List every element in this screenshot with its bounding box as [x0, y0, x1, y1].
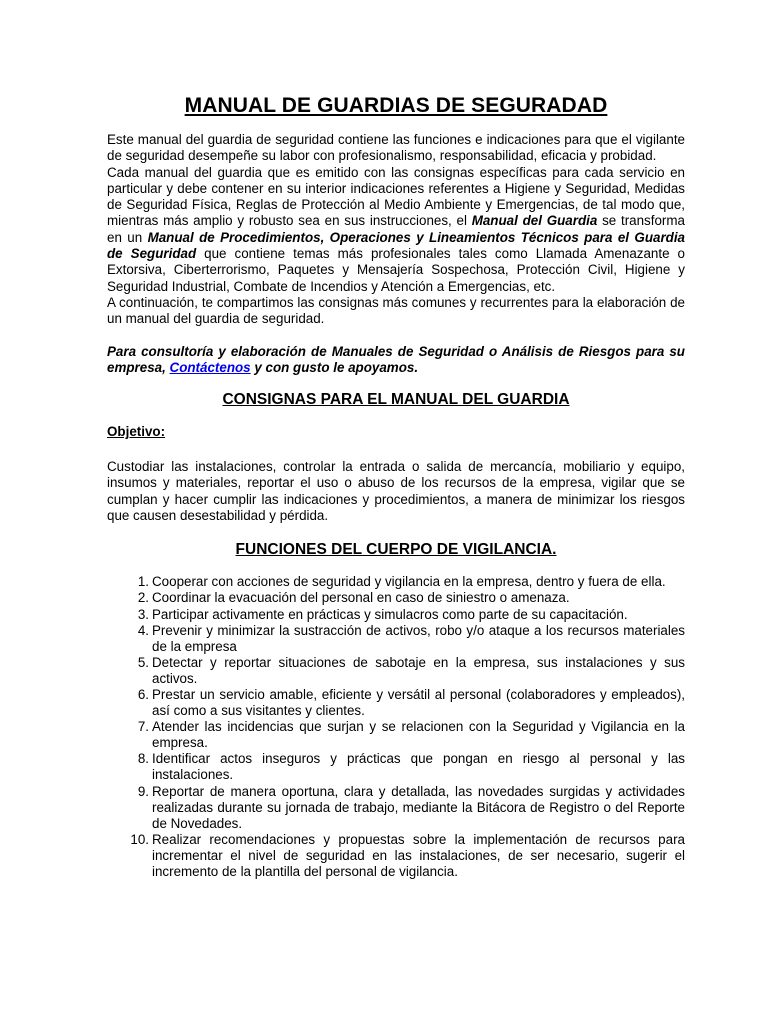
list-item — [107, 623, 685, 655]
list-item-text: Realizar recomendaciones y propuestas sobre la implementación de recursos para incrementar el nivel de seguridad en las instalaciones, de ser necesario, sugerir el incremento de la plantilla del personal de vigilancia. — [152, 831, 685, 880]
manual-procedimientos-emphasis: Manual de Procedimientos, Operaciones y Lineamientos Técnicos para el Guardia de Seguridad — [107, 229, 685, 262]
intro-p2-text-e: que contiene temas más profesionales tales como Llamada Amenazante o Extorsiva, Ciberterrorismo, Paquetes y Mensajería Sospechosa, Protección Civil, Higiene y Seguridad Industrial, Combate de Incendios y Atención a Emergencias, etc. — [107, 246, 685, 294]
list-item-number: 2. — [137, 590, 149, 606]
list-item — [107, 784, 685, 832]
list-item-text: Participar activamente en prácticas y simulacros como parte de su capacitación. — [152, 606, 628, 622]
cta-text-a: Para consultoría y elaboración de Manuales de Seguridad o Análisis de Riesgos para su empresa, — [107, 343, 685, 375]
funciones-list — [107, 574, 685, 880]
contact-callout — [107, 344, 685, 377]
funciones-heading: FUNCIONES DEL CUERPO DE VIGILANCIA. — [235, 541, 557, 559]
intro-paragraph-3: A continuación, te compartimos las consignas más comunes y recurrentes para la elaboración de un manual del guardia de seguridad. — [107, 294, 685, 327]
list-item-text: Prevenir y minimizar la sustracción de activos, robo y/o ataque a los recursos materiales de la empresa — [152, 622, 685, 654]
list-item-text: Atender las incidencias que surjan y se relacionen con la Seguridad y Vigilancia en la empresa. — [152, 719, 685, 751]
list-item — [107, 607, 685, 623]
list-item — [107, 590, 685, 606]
list-item — [107, 751, 685, 783]
cta-text-b: y con gusto le apoyamos. — [250, 359, 419, 375]
list-item-number: 9. — [137, 783, 149, 799]
intro-paragraph-2 — [107, 165, 685, 295]
list-item — [107, 687, 685, 719]
list-item-text: Identificar actos inseguros y prácticas que pongan en riesgo al personal y las instalaciones. — [152, 751, 685, 783]
list-item — [107, 719, 685, 751]
list-item-text: Coordinar la evacuación del personal en caso de siniestro o amenaza. — [152, 590, 570, 606]
manual-del-guardia-emphasis: Manual del Guardia — [471, 213, 598, 229]
list-item-number: 10. — [130, 831, 149, 847]
list-item-number: 8. — [137, 751, 149, 767]
intro-p2-text-a: Cada manual del guardia que es emitido con las consignas específicas para cada servicio en particular y debe contener en su interior indicaciones referentes a Higiene y Seguridad, Medidas de Seguridad Física, Reglas de Protección al Medio Ambiente y Emergencias, de tal modo que, mientras más amplio y robusto sea en sus instrucciones, el — [107, 164, 685, 229]
consignas-heading: CONSIGNAS PARA EL MANUAL DEL GUARDIA — [222, 391, 570, 409]
objetivo-label: Objetivo: — [107, 424, 166, 440]
objetivo-text: Custodiar las instalaciones, controlar la entrada o salida de mercancía, mobiliario y equipo, insumos y materiales, reportar el uso o abuso de los recursos de la empresa, vigilar que se cumplan y hacer cumplir las indicaciones y procedimientos, a manera de minimizar los riesgos que causen desestabilidad y pérdida. — [107, 459, 685, 524]
list-item — [107, 655, 685, 687]
list-item-text: Prestar un servicio amable, eficiente y versátil al personal (colaboradores y empleados), así como a sus visitantes y clientes. — [152, 687, 685, 719]
list-item-number: 4. — [137, 622, 149, 638]
list-item-number: 6. — [137, 687, 149, 702]
list-item-number: 7. — [137, 719, 149, 735]
contact-link[interactable]: Contáctenos — [169, 359, 251, 375]
list-item-number: 1. — [137, 574, 149, 590]
list-item-number: 5. — [137, 654, 149, 670]
list-item-text: Detectar y reportar situaciones de sabotaje en la empresa, sus instalaciones y sus activos. — [152, 654, 685, 686]
list-item-text: Cooperar con acciones de seguridad y vigilancia en la empresa, dentro y fuera de ella. — [152, 574, 666, 590]
document-title: MANUAL DE GUARDIAS DE SEGURADAD — [184, 94, 608, 117]
list-item — [107, 574, 685, 590]
list-item — [107, 832, 685, 880]
intro-paragraph-1: Este manual del guardia de seguridad contiene las funciones e indicaciones para que el vigilante de seguridad desempeñe su labor con profesionalismo, responsabilidad, eficacia y probidad. — [107, 132, 685, 164]
list-item-number: 3. — [137, 606, 149, 622]
list-item-text: Reportar de manera oportuna, clara y detallada, las novedades surgidas y actividades realizadas durante su jornada de trabajo, mediante la Bitácora de Registro o del Reporte de Novedades. — [152, 783, 685, 831]
intro-p2-text-c: se transforma en un — [107, 213, 685, 245]
